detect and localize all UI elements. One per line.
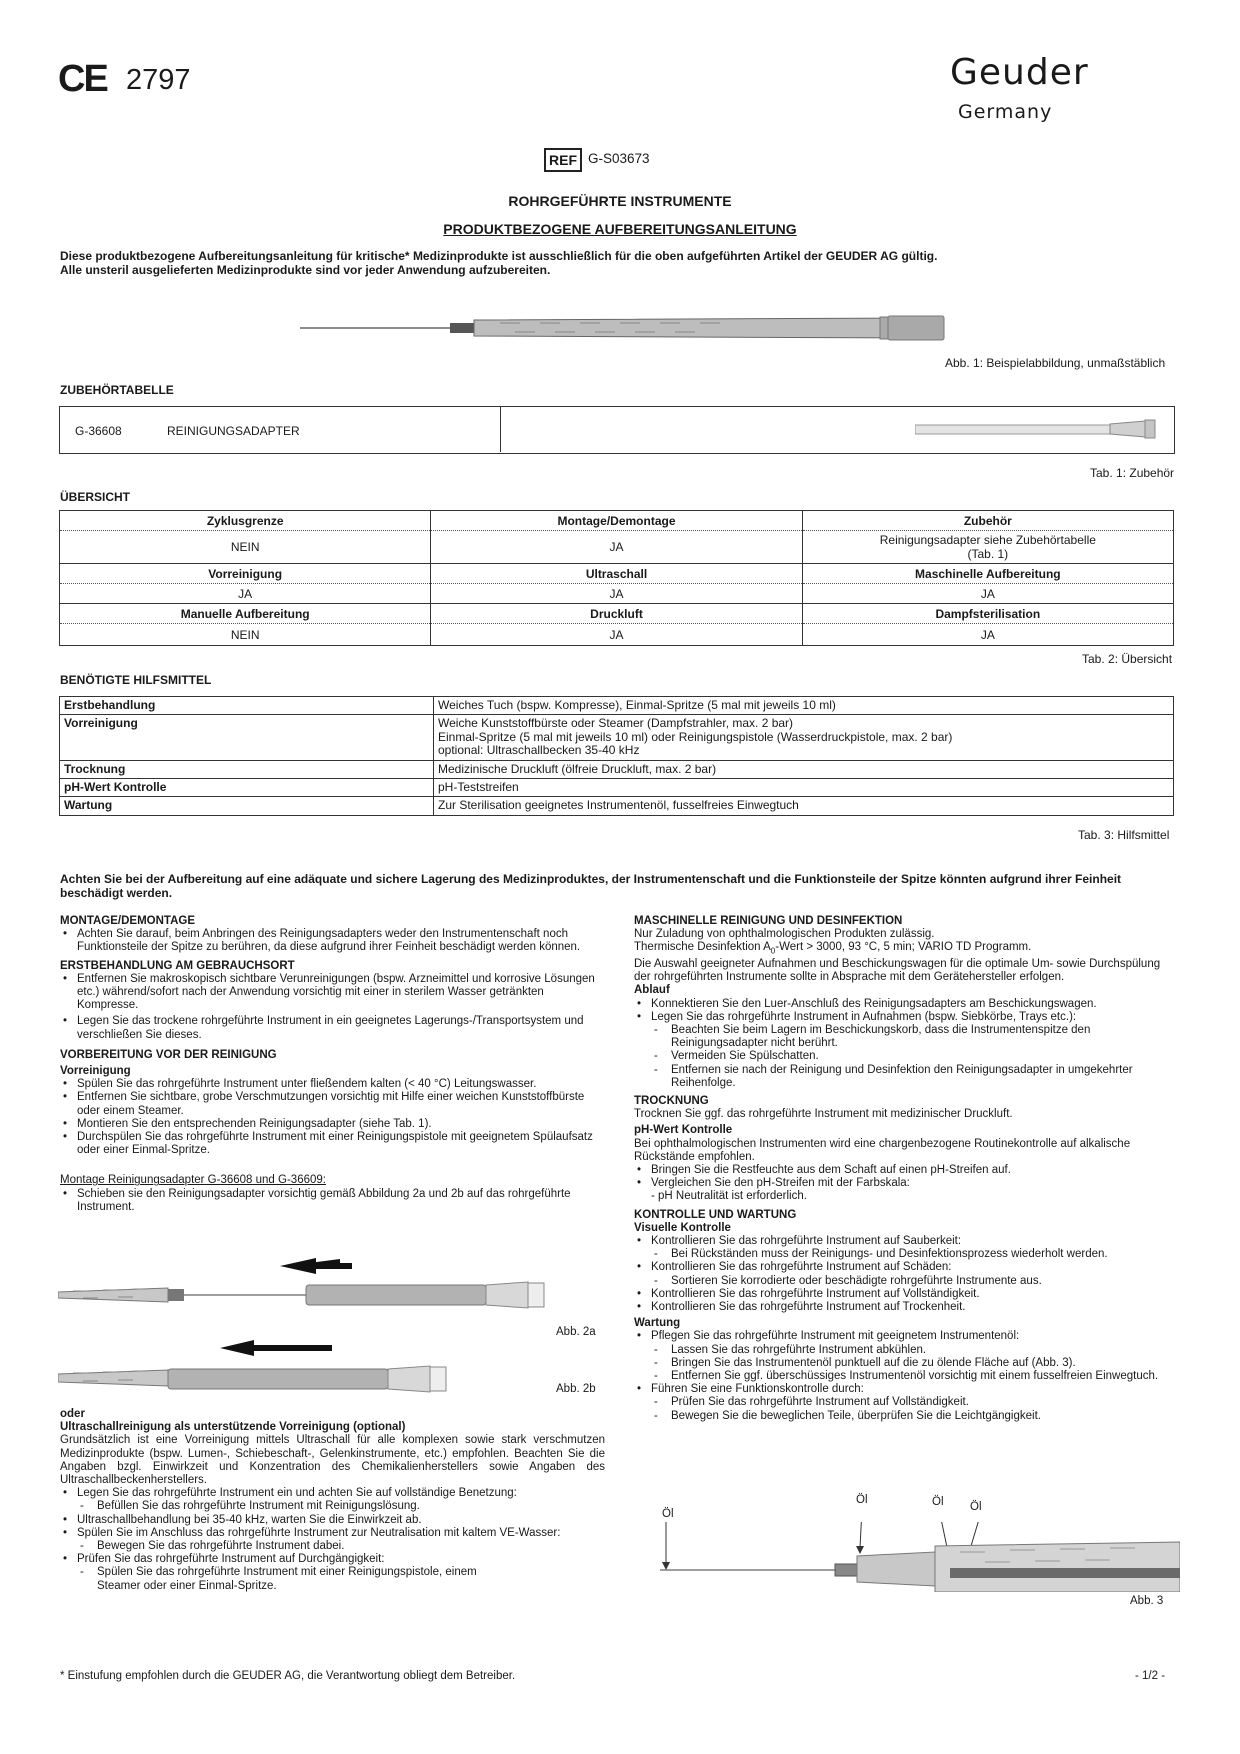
- overview-value: [802, 531, 1173, 564]
- table-divider: [500, 406, 501, 452]
- ph-neutral-note: - pH Neutralität ist erforderlich.: [651, 1190, 807, 1203]
- overview-value: JA: [802, 624, 1173, 646]
- sub-list-item: - Sortieren Sie korrodierte oder beschädigte rohrgeführte Instrumente aus.: [651, 1275, 1179, 1288]
- list-item: • Entfernen Sie sichtbare, grobe Verschmutzungen vorsichtig mit Hilfe einer weichen Kunststoffbürste oder einem Steamer.: [60, 1091, 600, 1117]
- list-item: • Montieren Sie den entsprechenden Reinigungsadapter (siehe Tab. 1).: [60, 1118, 600, 1131]
- sub-list: [651, 1396, 1179, 1422]
- list-item: [634, 1011, 1179, 1090]
- aids-key: pH-Wert Kontrolle: [60, 779, 434, 797]
- instrument-illustration: [300, 312, 950, 344]
- list-item: • Entfernen Sie makroskopisch sichtbare Verunreinigungen (bspw. Arzneimittel und korrosive Lösungen etc.) während/sofort nach der Anwendung vorsichtig mit einer in sterilem Wasser getränkten Kompresse.: [60, 973, 600, 1013]
- aids-key: Vorreinigung: [60, 715, 434, 760]
- list-item: • Kontrollieren Sie das rohrgeführte Instrument auf Vollständigkeit.: [634, 1288, 1179, 1301]
- sub-list: [651, 1024, 1179, 1090]
- aids-value: Weiches Tuch (bspw. Kompresse), Einmal-Spritze (5 mal mit jeweils 10 ml): [434, 697, 1174, 715]
- list-item-text: Prüfen Sie das rohrgeführte Instrument auf Durchgängigkeit:: [77, 1553, 385, 1566]
- vorbereitung-heading: VORBEREITUNG VOR DER REINIGUNG: [60, 1048, 277, 1061]
- intro-text: [60, 250, 1180, 277]
- ultrasound-paragraph: Grundsätzlich ist eine Vorreinigung mittels Ultraschall für alle komplexen sowie stark verschmutzen Medizinprodukte (bspw. Lumen-, Schiebeschaft-, Gelenkinstrumente, etc.) empfohlen. Beachten Sie die Angaben bzgl. Einwirkzeit und Konzentration des Chemikalienherstellers sowie Angaben des Ultraschallbeckenherstellers.: [60, 1434, 605, 1487]
- list-item: [634, 1383, 1179, 1423]
- list-item: • Durchspülen Sie das rohrgeführte Instrument mit einer Reinigungspistole mit geeignetem Spülaufsatz oder einer Einmal-Spritze.: [60, 1131, 600, 1157]
- disinfection-subscript: 0: [770, 946, 776, 956]
- intro-line-2: Alle unsteril ausgelieferten Medizinprodukte sind vor jeder Anwendung aufzubereiten.: [60, 262, 551, 277]
- aids-value-line: Weiche Kunststoffbürste oder Steamer (Dampfstrahler, max. 2 bar): [438, 716, 794, 731]
- sub-list: [651, 1344, 1179, 1384]
- sub-list: [77, 1566, 497, 1592]
- list-item: • Achten Sie darauf, beim Anbringen des Reinigungsadapters weder den Instrumentenschaft noch Funktionsteile der Spitze zu berühren, da diese aufgrund ihrer Feinheit beschädigt werden können.: [60, 928, 600, 954]
- erstbehandlung-list: [60, 973, 600, 1042]
- document-subtitle: PRODUKTBEZOGENE AUFBEREITUNGSANLEITUNG: [443, 221, 797, 237]
- overview-value: JA: [60, 584, 431, 604]
- table3-caption: Tab. 3: Hilfsmittel: [1078, 828, 1170, 842]
- visual-control-list: [634, 1235, 1179, 1314]
- aids-value-line: optional: Ultraschallbecken 35-40 kHz: [438, 743, 640, 758]
- sub-list-item: - Bringen Sie das Instrumentenöl punktuell auf die zu ölende Fläche auf (Abb. 3).: [651, 1357, 1179, 1370]
- drying-line: Trocknen Sie ggf. das rohrgeführte Instrument mit medizinischer Druckluft.: [634, 1108, 1013, 1121]
- list-item: • Spülen Sie das rohrgeführte Instrument unter fließendem kalten (< 40 °C) Leitungswasser.: [60, 1078, 600, 1091]
- accessory-name: REINIGUNGSADAPTER: [167, 424, 300, 438]
- sub-list: [651, 1275, 1179, 1288]
- list-item-text: Kontrollieren Sie das rohrgeführte Instrument auf Sauberkeit:: [651, 1234, 962, 1247]
- aids-value-line: Einmal-Spritze (5 mal mit jeweils 10 ml) oder Reinigungspistole (Wasserdruckpistole, max. 2 bar): [438, 729, 953, 744]
- list-item-text: Vergleichen Sie den pH-Streifen mit der Farbskala:: [651, 1177, 910, 1190]
- overview-header: Zubehör: [802, 511, 1173, 531]
- visual-control-heading: Visuelle Kontrolle: [634, 1221, 731, 1234]
- ultrasound-section: [60, 1408, 605, 1593]
- accessory-heading: ZUBEHÖRTABELLE: [60, 383, 174, 397]
- table2-caption: Tab. 2: Übersicht: [1082, 652, 1173, 666]
- sub-list-item: - Lassen Sie das rohrgeführte Instrument abkühlen.: [651, 1344, 1179, 1357]
- oil-label: Öl: [856, 1494, 868, 1506]
- overview-header: Ultraschall: [431, 564, 802, 584]
- figure-3-caption: Abb. 3: [1130, 1595, 1164, 1607]
- sub-list-item: - Entfernen sie nach der Reinigung und Desinfektion den Reinigungsadapter in umgekehrter Reihenfolge.: [651, 1064, 1179, 1090]
- oder-label: oder: [60, 1408, 85, 1420]
- ultrasound-heading: Ultraschallreinigung als unterstützende Vorreinigung (optional): [60, 1421, 406, 1434]
- list-item: • Legen Sie das trockene rohrgeführte Instrument in ein geeignetes Lagerungs-/Transportsystem und verschließen Sie dieses.: [60, 1015, 600, 1041]
- aids-key: Trocknung: [60, 760, 434, 778]
- overview-header: Zyklusgrenze: [60, 511, 431, 531]
- overview-heading: ÜBERSICHT: [60, 490, 131, 504]
- overview-value-line: (Tab. 1): [967, 547, 1009, 561]
- ph-heading: pH-Wert Kontrolle: [634, 1124, 733, 1137]
- page-number: - 1/2 -: [1135, 1670, 1166, 1682]
- storage-notice: Achten Sie bei der Aufbereitung auf eine adäquate und sichere Lagerung des Medizinproduktes, der Instrumentenschaft und die Funktionsteile der Spitze könnten aufgrund ihrer Feinheit beschädigt werden.: [60, 872, 1122, 900]
- control-heading: KONTROLLE UND WARTUNG: [634, 1208, 797, 1221]
- list-item: [634, 1235, 1179, 1261]
- list-item-text: Legen Sie das rohrgeführte Instrument in Aufnahmen (bspw. Siebkörbe, Trays etc.):: [651, 1010, 1077, 1023]
- left-column: [60, 915, 600, 1214]
- sub-list-item: - Prüfen Sie das rohrgeführte Instrument auf Vollständigkeit.: [651, 1396, 1179, 1409]
- brand-logo: Geuder: [950, 52, 1089, 93]
- overview-value: NEIN: [60, 624, 431, 646]
- list-item: • Bringen Sie die Restfeuchte aus dem Schaft auf einen pH-Streifen auf.: [634, 1164, 1179, 1177]
- overview-value: JA: [802, 584, 1173, 604]
- list-item: [634, 1330, 1179, 1383]
- table1-caption: Tab. 1: Zubehör: [1090, 466, 1175, 480]
- sub-list-item: - Entfernen Sie ggf. überschüssiges Instrumentenöl vorsichtig mit einem fusselfreien Einwegtuch.: [651, 1370, 1179, 1383]
- vorreinigung-list: [60, 1078, 600, 1157]
- maintenance-heading: Wartung: [634, 1317, 681, 1330]
- overview-header: Manuelle Aufbereitung: [60, 604, 431, 624]
- brand-country: Germany: [958, 101, 1053, 123]
- list-item: [634, 1177, 1179, 1203]
- ablauf-list: [634, 998, 1179, 1090]
- aids-value: Medizinische Druckluft (ölfreie Druckluft, max. 2 bar): [434, 760, 1174, 778]
- list-item: [60, 1553, 605, 1593]
- overview-value: JA: [431, 624, 802, 646]
- list-item: • Schieben sie den Reinigungsadapter vorsichtig gemäß Abbildung 2a und 2b auf das rohrgeführte Instrument.: [60, 1188, 600, 1214]
- list-item-text: Legen Sie das rohrgeführte Instrument ein und achten Sie auf vollständige Benetzung:: [77, 1487, 517, 1500]
- figure1-caption: Abb. 1: Beispielabbildung, unmaßstäblich: [945, 356, 1166, 370]
- sub-list: [77, 1540, 605, 1553]
- document-title: ROHRGEFÜHRTE INSTRUMENTE: [508, 193, 732, 209]
- aids-table: [59, 696, 1174, 816]
- figure-2a-caption: Abb. 2a: [556, 1326, 596, 1338]
- list-item: • Konnektieren Sie den Luer-Anschluß des Reinigungsadapters am Beschickungswagen.: [634, 998, 1179, 1011]
- adapter-mounting-heading: Montage Reinigungsadapter G-36608 und G-36609:: [60, 1174, 326, 1187]
- figure-3-illustration: [650, 1522, 1180, 1592]
- erstbehandlung-heading: ERSTBEHANDLUNG AM GEBRAUCHSORT: [60, 959, 295, 972]
- overview-header: Maschinelle Aufbereitung: [802, 564, 1173, 584]
- list-item-text: Kontrollieren Sie das rohrgeführte Instrument auf Schäden:: [651, 1261, 952, 1274]
- ph-line: Bei ophthalmologischen Instrumenten wird eine chargenbezogene Routinekontrolle auf alkalische Rückstände empfohlen.: [634, 1137, 1131, 1163]
- drying-heading: TROCKNUNG: [634, 1094, 709, 1107]
- machine-cleaning-heading: MASCHINELLE REINIGUNG UND DESINFEKTION: [634, 915, 903, 927]
- sub-list-item: - Spülen Sie das rohrgeführte Instrument mit einer Reinigungspistole, einem Steamer oder einer Einmal-Spritze.: [77, 1566, 497, 1592]
- overview-table: [59, 510, 1174, 646]
- disinfection-text-b: -Wert > 3000, 93 °C, 5 min; VARIO TD Programm.: [775, 941, 1032, 954]
- sub-list-item: - Bei Rückständen muss der Reinigungs- und Desinfektionsprozess wiederholt werden.: [651, 1248, 1179, 1261]
- oil-label: Öl: [970, 1501, 982, 1513]
- ce-mark: CE: [58, 58, 107, 100]
- list-item: • Ultraschallbehandlung bei 35-40 kHz, warten Sie die Einwirkzeit ab.: [60, 1514, 605, 1527]
- sub-list: [77, 1500, 605, 1513]
- aids-value: Zur Sterilisation geeignetes Instrumentenöl, fusselfreies Einwegtuch: [434, 797, 1174, 815]
- sub-list-item: - Befüllen Sie das rohrgeführte Instrument mit Reinigungslösung.: [77, 1500, 605, 1513]
- overview-value: JA: [431, 584, 802, 604]
- sub-list-item: - Bewegen Sie die beweglichen Teile, überprüfen Sie die Leichtgängigkeit.: [651, 1410, 1179, 1423]
- list-item-text: Spülen Sie im Anschluss das rohrgeführte Instrument zur Neutralisation mit kaltem VE-Wasser:: [77, 1526, 561, 1539]
- machine-cleaning-line: Nur Zuladung von ophthalmologischen Produkten zulässig.: [634, 928, 935, 941]
- sub-list-item: - Bewegen Sie das rohrgeführte Instrument dabei.: [77, 1540, 605, 1553]
- ph-list: [634, 1164, 1179, 1204]
- sub-list-item: - Beachten Sie beim Lagern im Beschickungskorb, dass die Instrumentenspitze den Reinigungsadapter nicht berührt.: [651, 1024, 1179, 1050]
- overview-value: NEIN: [60, 531, 431, 564]
- ce-number: 2797: [126, 64, 191, 96]
- list-item: [60, 1527, 605, 1553]
- figure-2b-caption: Abb. 2b: [556, 1383, 596, 1395]
- ultrasound-list: [60, 1487, 605, 1593]
- oil-label: Öl: [662, 1508, 674, 1520]
- list-item-text: Pflegen Sie das rohrgeführte Instrument mit geeignetem Instrumentenöl:: [651, 1330, 1020, 1343]
- overview-value: JA: [431, 531, 802, 564]
- overview-header: Vorreinigung: [60, 564, 431, 584]
- footnote: * Einstufung empfohlen durch die GEUDER AG, die Verantwortung obliegt dem Betreiber.: [60, 1670, 516, 1682]
- adapter-mounting-list: [60, 1188, 600, 1214]
- list-item: [634, 1261, 1179, 1287]
- machine-cleaning-line: Die Auswahl geeigneter Aufnahmen und Beschickungswagen für die optimale Um- sowie Durchspülung der rohrgeführten Instrumente sollte in Absprache mit dem Gerätehersteller erfolgen.: [634, 957, 1161, 984]
- list-item: • Kontrollieren Sie das rohrgeführte Instrument auf Trockenheit.: [634, 1301, 1179, 1314]
- figure-2a-illustration: [58, 1258, 578, 1318]
- ref-number: G-S03673: [588, 151, 650, 166]
- intro-line-1: Diese produktbezogene Aufbereitungsanleitung für kritische* Medizinprodukte ist ausschließlich für die oben aufgeführten Artikel der GEUDER AG gültig.: [60, 249, 938, 263]
- overview-header: Montage/Demontage: [431, 511, 802, 531]
- aids-key: Erstbehandlung: [60, 697, 434, 715]
- aids-value: pH-Teststreifen: [434, 779, 1174, 797]
- machine-cleaning-line: [634, 941, 1179, 958]
- montage-list: [60, 928, 600, 954]
- oil-label: Öl: [932, 1496, 944, 1508]
- figure-2b-illustration: [58, 1340, 578, 1402]
- overview-value-line: Reinigungsadapter siehe Zubehörtabelle: [879, 533, 1096, 547]
- vorreinigung-heading: Vorreinigung: [60, 1065, 131, 1078]
- sub-list-item: - Vermeiden Sie Spülschatten.: [651, 1050, 1179, 1063]
- disinfection-text-a: Thermische Desinfektion A: [634, 941, 771, 954]
- overview-header: Druckluft: [431, 604, 802, 624]
- list-item: [60, 1487, 605, 1513]
- ablauf-heading: Ablauf: [634, 984, 670, 997]
- right-column: [634, 915, 1179, 1423]
- maintenance-list: [634, 1330, 1179, 1422]
- ref-label: REF: [544, 148, 582, 172]
- aids-value: [434, 715, 1174, 760]
- aids-heading: BENÖTIGTE HILFSMITTEL: [60, 673, 212, 687]
- cleaning-adapter-illustration: [915, 418, 1165, 440]
- overview-header: Dampfsterilisation: [802, 604, 1173, 624]
- aids-key: Wartung: [60, 797, 434, 815]
- accessory-code: G-36608: [75, 424, 122, 438]
- montage-heading: MONTAGE/DEMONTAGE: [60, 915, 196, 927]
- list-item-text: Führen Sie eine Funktionskontrolle durch:: [651, 1383, 864, 1396]
- sub-list: [651, 1248, 1179, 1261]
